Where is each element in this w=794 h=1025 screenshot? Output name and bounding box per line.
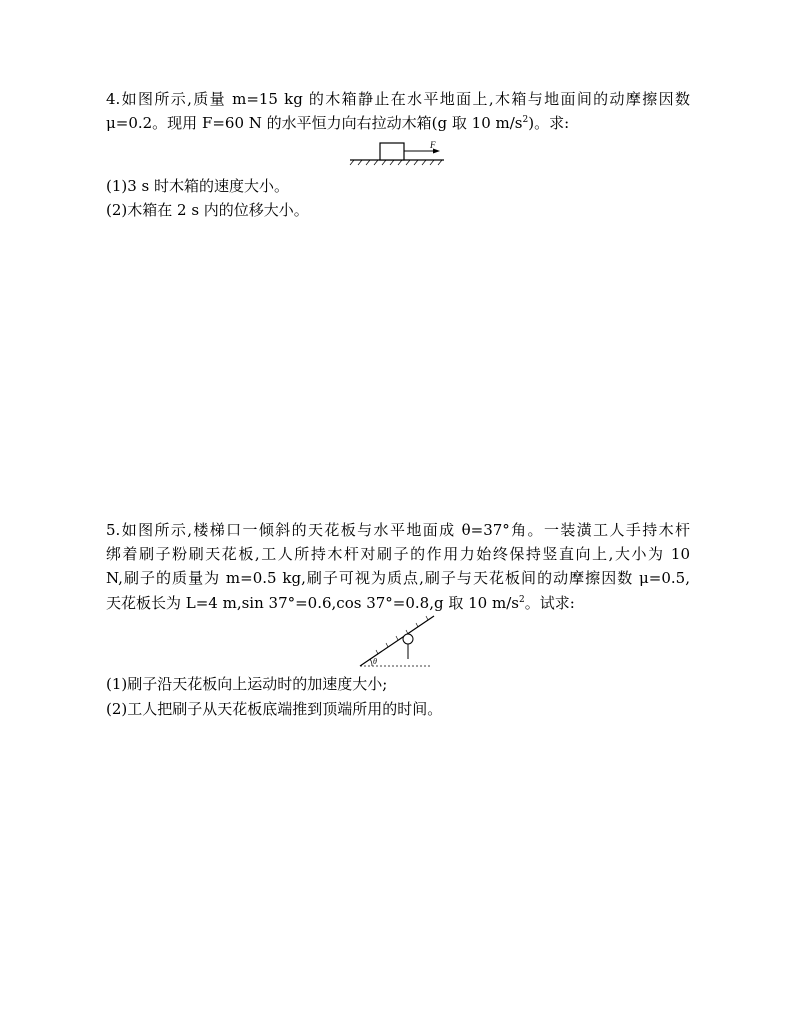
q5-sub-question-1: (1)刷子沿天花板向上运动时的加速度大小; (106, 675, 388, 693)
q5-ceiling-diagram (354, 612, 438, 670)
q4-stem-line-2-end: )。求: (528, 114, 570, 132)
q5-stem-line-3: N,刷子的质量为 m=0.5 kg,刷子可视为质点,刷子与天花板间的动摩擦因数 μ=0.5, (106, 569, 690, 587)
q4-stem-line-2-text: μ=0.2。现用 F=60 N 的水平恒力向右拉动木箱(g 取 10 m/s (106, 114, 523, 132)
q5-stem-line-4-text: 天花板长为 L=4 m,sin 37°=0.6,cos 37°=0.8,g 取 10 m/s (106, 594, 519, 612)
q5-unit-exponent: 2 (518, 595, 525, 605)
ceiling-hatch (376, 616, 428, 654)
q5-stem-line-4 (106, 592, 575, 614)
force-label: F (430, 140, 436, 150)
q4-sub-question-1: (1)3 s 时木箱的速度大小。 (106, 177, 290, 195)
q4-sub-question-2: (2)木箱在 2 s 内的位移大小。 (106, 201, 309, 219)
q4-unit-exponent: 2 (522, 115, 529, 125)
q5-stem-line-1: 5.如图所示,楼梯口一倾斜的天花板与水平地面成 θ=37°角。一装潢工人手持木杆 (106, 521, 690, 539)
ground-hatch (350, 160, 442, 165)
inclined-ceiling (360, 616, 434, 666)
q5-stem-line-2: 绑着刷子粉刷天花板,工人所持木杆对刷子的作用力始终保持竖直向上,大小为 10 (106, 545, 690, 563)
q4-stem-line-2 (106, 112, 569, 134)
q4-stem-line-1: 4.如图所示,质量 m=15 kg 的木箱静止在水平地面上,木箱与地面间的动摩擦因数 (106, 90, 690, 108)
q5-sub-question-2: (2)工人把刷子从天花板底端推到顶端所用的时间。 (106, 700, 443, 718)
brush (403, 634, 413, 644)
angle-arc (370, 659, 372, 666)
angle-label: θ (373, 657, 377, 666)
wooden-box (380, 143, 404, 160)
q4-box-diagram (348, 140, 448, 168)
q5-stem-line-4-end: 。试求: (524, 594, 575, 612)
